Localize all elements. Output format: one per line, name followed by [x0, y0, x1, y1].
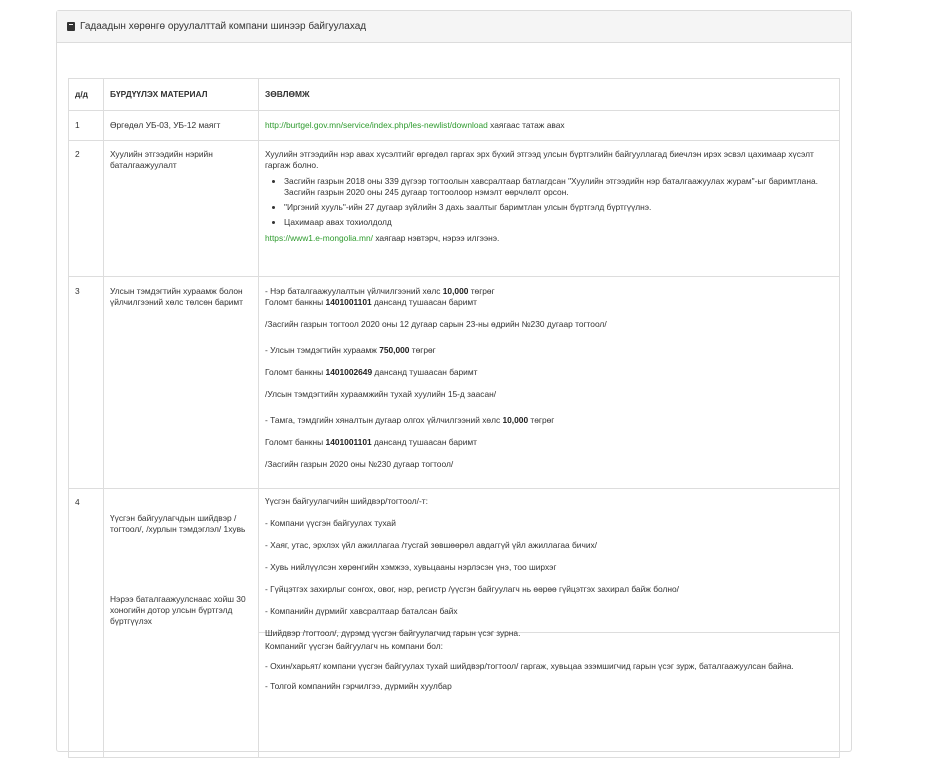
table-row	[69, 141, 840, 277]
list-item: • Цахимаар авах тохиолдолд	[284, 217, 833, 228]
row-advice	[259, 277, 840, 489]
fee-line: - Тамга, тэмдгийн хяналтын дугаар олгох үйлчилгээний хөлс 10,000 төгрөг	[265, 415, 555, 425]
advice-intro: Хуулийн этгээдийн нэр авах хүсэлтийг өргөдөл гаргах эрх бүхий этгээд улсын бүртгэлийн байгууллагад биечлэн ирэх эсвэл цахимаар хүсэлт гаргаж болно.	[265, 149, 814, 170]
material-text: Нэрээ баталгаажуулснаас хойш 30 хоногийн дотор улсын бүртгэлд бүртгүүлэх	[110, 594, 246, 626]
reference-line: /Засгийн газрын 2020 оны №230 дугаар тогтоол/	[265, 459, 454, 469]
list-item: - Гүйцэтгэх захирлыг сонгох, овог, нэр, регистр /үүсгэн байгуулагч нь өөрөө гүйцэтгэх захирал байж болно/	[265, 584, 679, 594]
fee-line: - Нэр баталгаажуулалтын үйлчилгээний хөлс 10,000 төгрөг	[265, 286, 495, 296]
header-material: БҮРДҮҮЛЭХ МАТЕРИАЛ	[104, 79, 259, 111]
reference-line: /Улсын тэмдэгтийн хураамжийн тухай хуулийн 15-д заасан/	[265, 389, 497, 399]
table-header-row	[69, 79, 840, 111]
list-item: - Компани үүсгэн байгуулах тухай	[265, 518, 396, 528]
panel-title: Гадаадын хөрөнгө оруулалттай компани шинээр байгуулахад	[80, 21, 367, 32]
list-item: • Засгийн газрын 2018 оны 339 дүгээр тогтоолын хавсралтаар батлагдсан "Хуулийн этгээдийн нэр баталгаажуулах журам"-ыг баримтлана. Засгийн газрын 2020 оны 245 дугаар тогтоолоор нэмэлт өөрчлөлт орсон.	[284, 176, 833, 198]
list-item: - Компанийн дүрмийг хавсралтаар баталсан байх	[265, 606, 458, 616]
table-row	[69, 277, 840, 489]
material-text: Үүсгэн байгуулагчдын шийдвэр /тогтоол/, /хурлын тэмдэглэл/ 1хувь	[110, 513, 246, 534]
list-item: • "Иргэний хууль"-ийн 27 дугаар зүйлийн 3 дахь заалтыг баримтлан улсын бүртгэлд бүртгүүлнэ.	[284, 202, 833, 213]
requirements-panel	[56, 10, 852, 752]
row-material: Улсын тэмдэгтийн хураамж болон үйлчилгээний хөлс төлсөн баримт	[104, 277, 259, 489]
row-advice	[259, 489, 840, 758]
bank-line: Голомт банкны 1401002649 дансанд тушаасан баримт	[265, 367, 478, 377]
row-material	[104, 489, 259, 758]
panel-heading	[57, 11, 851, 43]
book-icon	[67, 22, 75, 31]
row-advice	[259, 141, 840, 277]
list-item: - Толгой компанийн гэрчилгээ, дүрмийн хуулбар	[265, 681, 452, 691]
burtgel-download-link[interactable]: http://burtgel.gov.mn/service/index.php/les-newlist/download	[265, 120, 488, 130]
link-suffix: хаягаас татаж авах	[490, 120, 565, 130]
list-item: - Хаяг, утас, эрхлэх үйл ажиллагаа /тусгай зөвшөөрөл авдаггүй үйл ажиллагаа бичих/	[265, 540, 598, 550]
link-suffix: хаягаар нэвтэрч, нэрээ илгээнэ.	[375, 233, 500, 243]
table-row	[69, 489, 840, 758]
bank-line: Голомт банкны 1401001101 дансанд тушаасан баримт	[265, 297, 477, 307]
row-material: Хуулийн этгээдийн нэрийн баталгаажуулалт	[104, 141, 259, 277]
fee-line: - Улсын тэмдэгтийн хураамж 750,000 төгрөг	[265, 345, 436, 355]
row-advice	[259, 111, 840, 141]
row-num: 2	[69, 141, 104, 277]
list-item: - Хувь нийлүүлсэн хөрөнгийн хэмжээ, хувьцааны нэрлэсэн үнэ, тоо ширхэг	[265, 562, 557, 572]
list-item: - Охин/харьят/ компани үүсгэн байгуулах тухай шийдвэр/тогтоол/ гаргаж, хувьцаа эзэмшигчид гарын үсэг зурж, баталгаажуулсан байна.	[265, 661, 794, 671]
bank-line: Голомт банкны 1401001101 дансанд тушаасан баримт	[265, 437, 477, 447]
requirements-table	[68, 78, 840, 758]
reference-line: /Засгийн газрын тогтоол 2020 оны 12 дугаар сарын 23-ны өдрийн №230 дугаар тогтоол/	[265, 319, 607, 329]
company-founder-section	[259, 633, 839, 692]
row-material: Өргөдөл УБ-03, УБ-12 маягт	[104, 111, 259, 141]
section-title: Үүсгэн байгуулагчийн шийдвэр/тогтоол/-т:	[265, 496, 428, 506]
founder-decision-section	[259, 489, 839, 638]
header-advice: ЗӨВЛӨМЖ	[259, 79, 840, 111]
row-num: 4	[69, 489, 104, 758]
advice-list	[265, 176, 833, 228]
section-title: Компанийг үүсгэн байгуулагч нь компани бол:	[265, 641, 443, 651]
header-num: д/д	[69, 79, 104, 111]
section-footer: Шийдвэр /тогтоол/, дүрэмд үүсгэн байгуулагчид гарын үсэг зурна.	[265, 628, 521, 638]
row-num: 3	[69, 277, 104, 489]
row-num: 1	[69, 111, 104, 141]
e-mongolia-link[interactable]: https://www1.e-mongolia.mn/	[265, 233, 373, 243]
table-row	[69, 111, 840, 141]
